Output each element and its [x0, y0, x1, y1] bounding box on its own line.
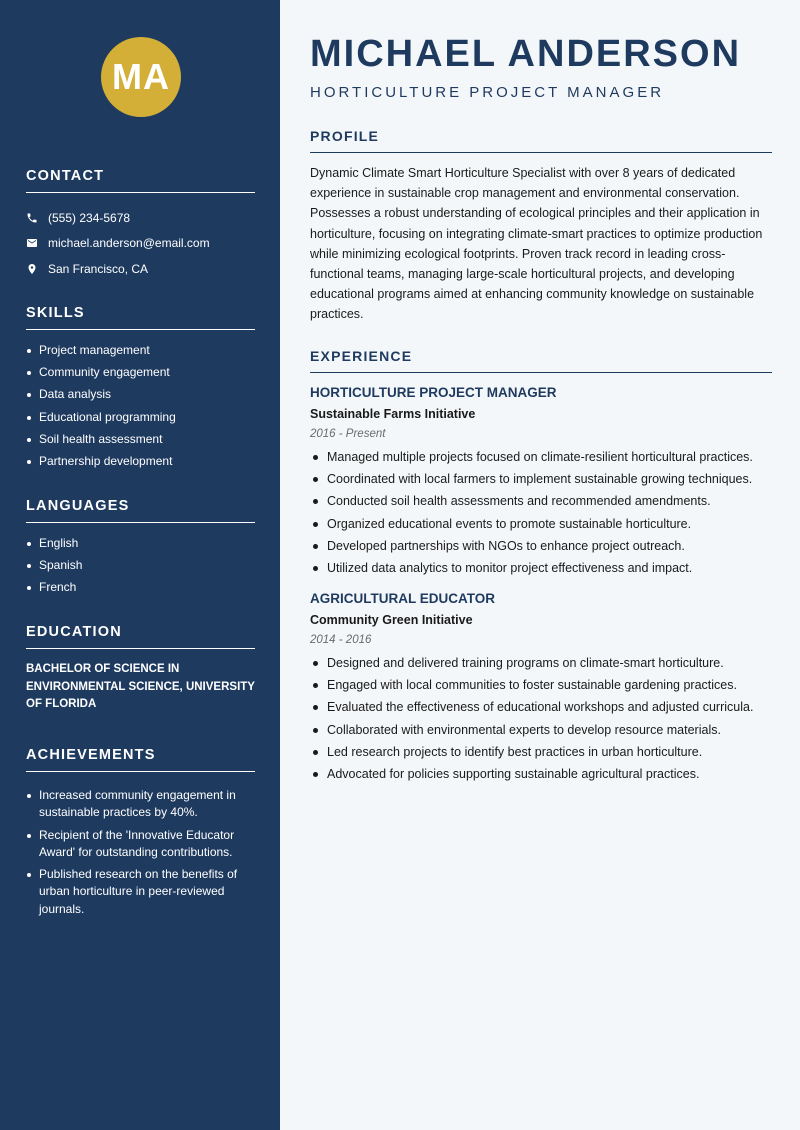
job-bullet: Developed partnerships with NGOs to enhance project outreach. [310, 538, 772, 555]
profile-text: Dynamic Climate Smart Horticulture Specialist with over 8 years of dedicated experience in sustainable crop management and environmental conservation. Possesses a robust understanding of ecological principles and their application in horticulture, focusing on integrating climate-smart practices to optimize production while minimizing ecological footprints. Proven track record in leading cross-functional teams, managing large-scale horticultural projects, and developing educational programs aimed at enhancing community knowledge on sustainable practices. [310, 166, 763, 322]
candidate-title: HORTICULTURE PROJECT MANAGER [310, 84, 665, 101]
avatar: MA [101, 37, 181, 117]
skill-item: Soil health assessment [26, 431, 255, 448]
achievement-item: Recipient of the 'Innovative Educator Award' for outstanding contributions. [26, 827, 255, 862]
email-text: michael.anderson@email.com [48, 236, 210, 251]
location-text: San Francisco, CA [48, 261, 149, 276]
language-item: French [26, 579, 255, 596]
location-pin-icon [26, 263, 48, 275]
job-bullet: Conducted soil health assessments and recommended amendments. [310, 493, 772, 510]
job-role: HORTICULTURE PROJECT MANAGER [310, 385, 557, 400]
job-company: Sustainable Farms Initiative [310, 407, 476, 421]
contact-email [26, 231, 255, 257]
job-bullets [310, 655, 772, 783]
email-icon [26, 237, 48, 249]
job-company: Community Green Initiative [310, 612, 473, 627]
job-entry [310, 385, 772, 577]
skill-item: Data analysis [26, 386, 255, 403]
achievements-list [26, 787, 255, 918]
skill-item: Partnership development [26, 453, 255, 470]
job-dates: 2016 - Present [310, 428, 386, 440]
education-section [26, 624, 255, 714]
skill-item: Community engagement [26, 364, 255, 381]
job-bullet: Utilized data analytics to monitor project effectiveness and impact. [310, 560, 772, 577]
experience-heading: EXPERIENCE [310, 348, 772, 373]
languages-section [26, 498, 255, 602]
contact-section [26, 168, 255, 282]
phone-text: (555) 234-5678 [48, 210, 131, 225]
achievement-item: Published research on the benefits of urban horticulture in peer-reviewed journals. [26, 866, 255, 918]
skills-section [26, 305, 255, 475]
job-bullet: Managed multiple projects focused on climate-resilient horticultural practices. [310, 449, 772, 466]
candidate-name: MICHAEL ANDERSON [310, 33, 742, 75]
phone-icon [26, 212, 48, 224]
contact-phone [26, 205, 255, 231]
job-bullet: Advocated for policies supporting sustainable agricultural practices. [310, 766, 772, 783]
job-bullet: Organized educational events to promote sustainable horticulture. [310, 516, 772, 533]
job-bullet: Led research projects to identify best practices in urban horticulture. [310, 744, 772, 761]
skill-item: Project management [26, 342, 255, 359]
education-degree: BACHELOR OF SCIENCE IN ENVIRONMENTAL SCIENCE, UNIVERSITY OF FLORIDA [26, 663, 255, 710]
job-bullet: Evaluated the effectiveness of educational workshops and adjusted curricula. [310, 699, 772, 716]
job-role: AGRICULTURAL EDUCATOR [310, 590, 495, 606]
skills-heading: SKILLS [26, 305, 255, 330]
language-item: English [26, 535, 255, 552]
profile-heading: PROFILE [310, 128, 772, 153]
job-dates: 2014 - 2016 [310, 633, 372, 646]
language-item: Spanish [26, 557, 255, 574]
education-heading: EDUCATION [26, 624, 255, 649]
job-bullet: Designed and delivered training programs on climate-smart horticulture. [310, 655, 772, 672]
job-bullets [310, 449, 772, 577]
job-bullet: Engaged with local communities to foster sustainable gardening practices. [310, 677, 772, 694]
contact-heading: CONTACT [26, 168, 255, 193]
job-bullet: Collaborated with environmental experts to develop resource materials. [310, 722, 772, 739]
experience-section [310, 348, 772, 797]
achievements-heading: ACHIEVEMENTS [26, 747, 255, 772]
sidebar [0, 0, 280, 1130]
profile-section [310, 128, 772, 325]
contact-location [26, 256, 255, 282]
achievement-item: Increased community engagement in sustainable practices by 40%. [26, 787, 255, 822]
job-entry [310, 591, 772, 783]
skill-item: Educational programming [26, 409, 255, 426]
languages-heading: LANGUAGES [26, 498, 255, 523]
skills-list [26, 342, 255, 470]
achievements-section [26, 747, 255, 923]
languages-list [26, 535, 255, 596]
job-bullet: Coordinated with local farmers to implement sustainable growing techniques. [310, 471, 772, 488]
